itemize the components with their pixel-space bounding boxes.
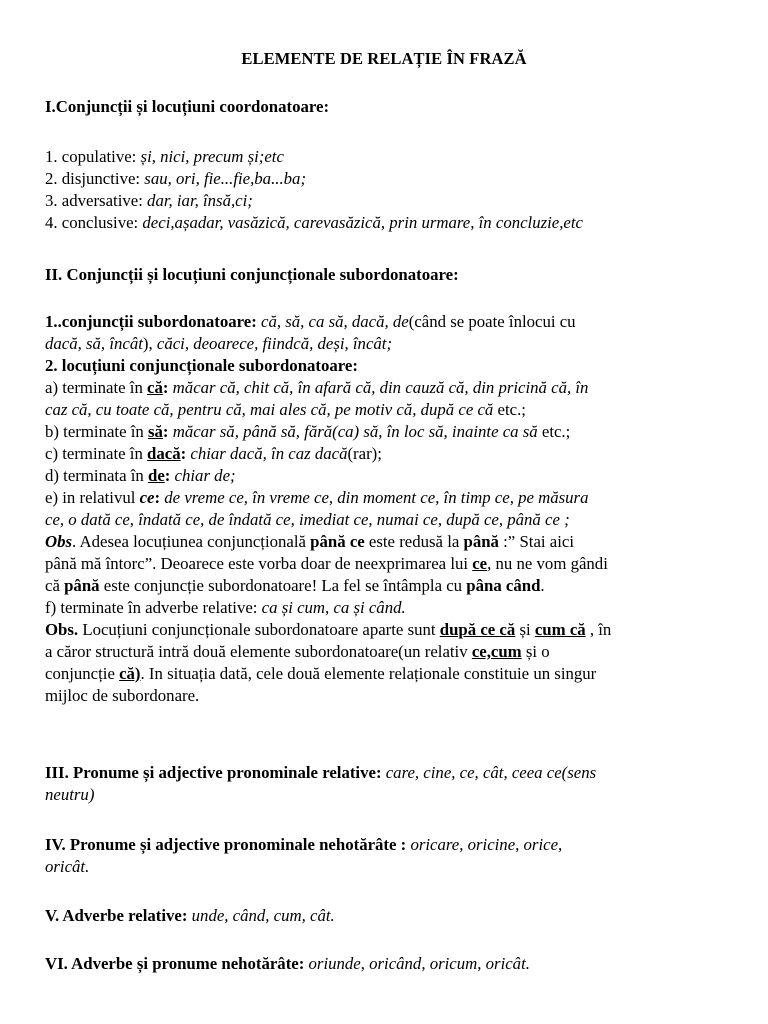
section-pronume-nehotarate [45,834,735,878]
item-key: să [147,422,163,441]
item-key: că [147,378,163,397]
item-examples: măcar că, chit că, în afară că, din cauză că, din pricină că, în [168,378,589,397]
list-item [45,146,735,168]
obs-label: Obs. [45,620,79,639]
section-line-2: neutru) [45,785,95,804]
obs-text: mijloc de subordonare. [45,686,200,705]
item-label: a) terminate în [45,378,148,397]
item-key: ce [139,488,155,507]
locutiuni-e-line-1 [45,487,735,509]
obs-1-line-2 [45,553,735,575]
subsection-heading: 2. locuțiuni conjuncționale subordonatoare: [45,356,358,375]
obs-2-line-1 [45,619,735,641]
obs-key: că) [119,664,141,683]
list-item [45,212,735,234]
item-label: f) terminate în adverbe relative: [45,598,262,617]
section-adverbe-nehotarate [45,953,735,975]
section-coordonatoare [45,96,735,118]
locutiuni-a-line-1 [45,377,735,399]
item-examples: dar, iar, însă,ci; [142,191,253,210]
obs-2-line-3 [45,663,735,685]
item-label: e) in relativul [45,488,140,507]
item-colon: : [180,444,187,463]
obs-key: cum că [534,620,586,639]
item-examples: unde, când, cum, cât. [187,906,335,925]
section-heading: IV. Pronume și adjective pronominale nehotărâte : [45,835,407,854]
obs-label: Obs [45,532,73,551]
section-subordonatoare [45,264,735,286]
section-line-1 [45,905,735,927]
obs-text: . In situația dată, cele două elemente relaționale constituie un singur [140,664,597,683]
item-examples: dacă, să, încât [45,334,143,353]
item-examples: și, nici, precum și;etc [136,147,284,166]
subordonatoare-content [45,311,735,707]
obs-key: pâna când [466,576,541,595]
obs-text: conjuncție [45,664,120,683]
section-heading: II. Conjuncții și locuțiuni conjuncționale subordonatoare: [45,265,459,284]
obs-text: și o [521,642,550,661]
locutiuni-f [45,597,735,619]
item-label: 3. adversative: [45,191,143,210]
item-label: 1..conjuncții subordonatoare: [45,312,257,331]
item-separator: ), [142,334,157,353]
item-colon: : [154,488,161,507]
item-label: c) terminate în [45,444,148,463]
item-examples: sau, ori, fie...fie,ba...ba; [140,169,307,188]
obs-text: , nu ne vom gândi [487,554,608,573]
section-heading: VI. Adverbe și pronume nehotărâte: [45,954,305,973]
item-key: de [147,466,165,485]
obs-1-line-3 [45,575,735,597]
obs-key: ce,cum [471,642,522,661]
section-line-1 [45,834,735,856]
conjunctii-line-1 [45,311,735,333]
item-end: etc.; [493,400,526,419]
list-item [45,190,735,212]
locutiuni-d [45,465,735,487]
obs-text: . Adesea locuțiunea conjuncțională [72,532,311,551]
obs-text: Locuțiuni conjuncționale subordonatoare aparte sunt [78,620,440,639]
obs-text: și [515,620,535,639]
locutiuni-a-line-2 [45,399,735,421]
section-heading: I.Conjuncții și locuțiuni coordonatoare: [45,97,330,116]
item-label: 1. copulative: [45,147,137,166]
item-examples: căci, deoarece, fiindcă, deși, încât; [156,334,393,353]
item-colon: : [162,422,169,441]
obs-text: a căror structură intră două elemente subordonatoare(un relativ [45,642,472,661]
page-title: ELEMENTE DE RELAȚIE ÎN FRAZĂ [241,49,527,68]
obs-text: :” Stai aici [498,532,574,551]
section-line-1 [45,953,735,975]
item-examples: ce, o dată ce, îndată ce, de îndată ce, imediat ce, numai ce, după ce, până ce ; [45,510,570,529]
section-heading: III. Pronume și adjective pronominale relative: [45,763,382,782]
item-label: 4. conclusive: [45,213,139,232]
item-examples: oriunde, oricând, oricum, oricât. [304,954,530,973]
locutiuni-c [45,443,735,465]
coordonatoare-list [45,146,735,234]
item-label: 2. disjunctive: [45,169,141,188]
obs-2-line-4 [45,685,735,707]
item-examples: chiar dacă, în caz dacă [186,444,348,463]
item-examples: chiar de; [170,466,236,485]
obs-text: , în [585,620,612,639]
obs-1-line-1 [45,531,735,553]
obs-text: . [540,576,545,595]
obs-key: până ce [310,532,365,551]
item-end: (rar); [347,444,382,463]
obs-text: că [45,576,65,595]
obs-text: este redusă la [364,532,464,551]
item-examples: deci,așadar, vasăzică, carevasăzică, prin urmare, în concluzie,etc [138,213,583,232]
item-examples: care, cine, ce, cât, ceea ce(sens [381,763,597,782]
item-examples: de vreme ce, în vreme ce, din moment ce, în timp ce, pe măsura [160,488,589,507]
list-item [45,168,735,190]
obs-key: ce [472,554,488,573]
section-line-1 [45,762,735,784]
item-examples: că, să, ca să, dacă, de [256,312,409,331]
item-examples: caz că, cu toate că, pentru că, mai ales că, pe motiv că, după ce că [45,400,494,419]
locutiuni-e-line-2 [45,509,735,531]
obs-2-line-2 [45,641,735,663]
obs-key: până [64,576,100,595]
conjunctii-line-2 [45,333,735,355]
item-examples: oricare, oricine, orice, [406,835,563,854]
item-note: (când se poate înlocui cu [408,312,576,331]
item-examples: măcar să, până să, fără(ca) să, în loc să, inainte ca să [168,422,538,441]
item-end: etc.; [537,422,571,441]
locutiuni-b [45,421,735,443]
section-heading: V. Adverbe relative: [45,906,188,925]
item-examples: ca și cum, ca și când. [261,598,406,617]
obs-text: este conjuncție subordonatoare! La fel se întâmpla cu [99,576,467,595]
obs-key: după ce că [439,620,516,639]
obs-key: până [463,532,499,551]
section-pronume-relative [45,762,735,806]
item-colon: : [164,466,171,485]
section-line-2: oricât. [45,857,90,876]
item-colon: : [162,378,169,397]
item-label: d) terminata în [45,466,148,485]
item-label: b) terminate în [45,422,148,441]
obs-text: până mă întorc”. Deoarece este vorba doar de neexprimarea lui [45,554,473,573]
section-adverbe-relative [45,905,735,927]
item-key: dacă [147,444,181,463]
